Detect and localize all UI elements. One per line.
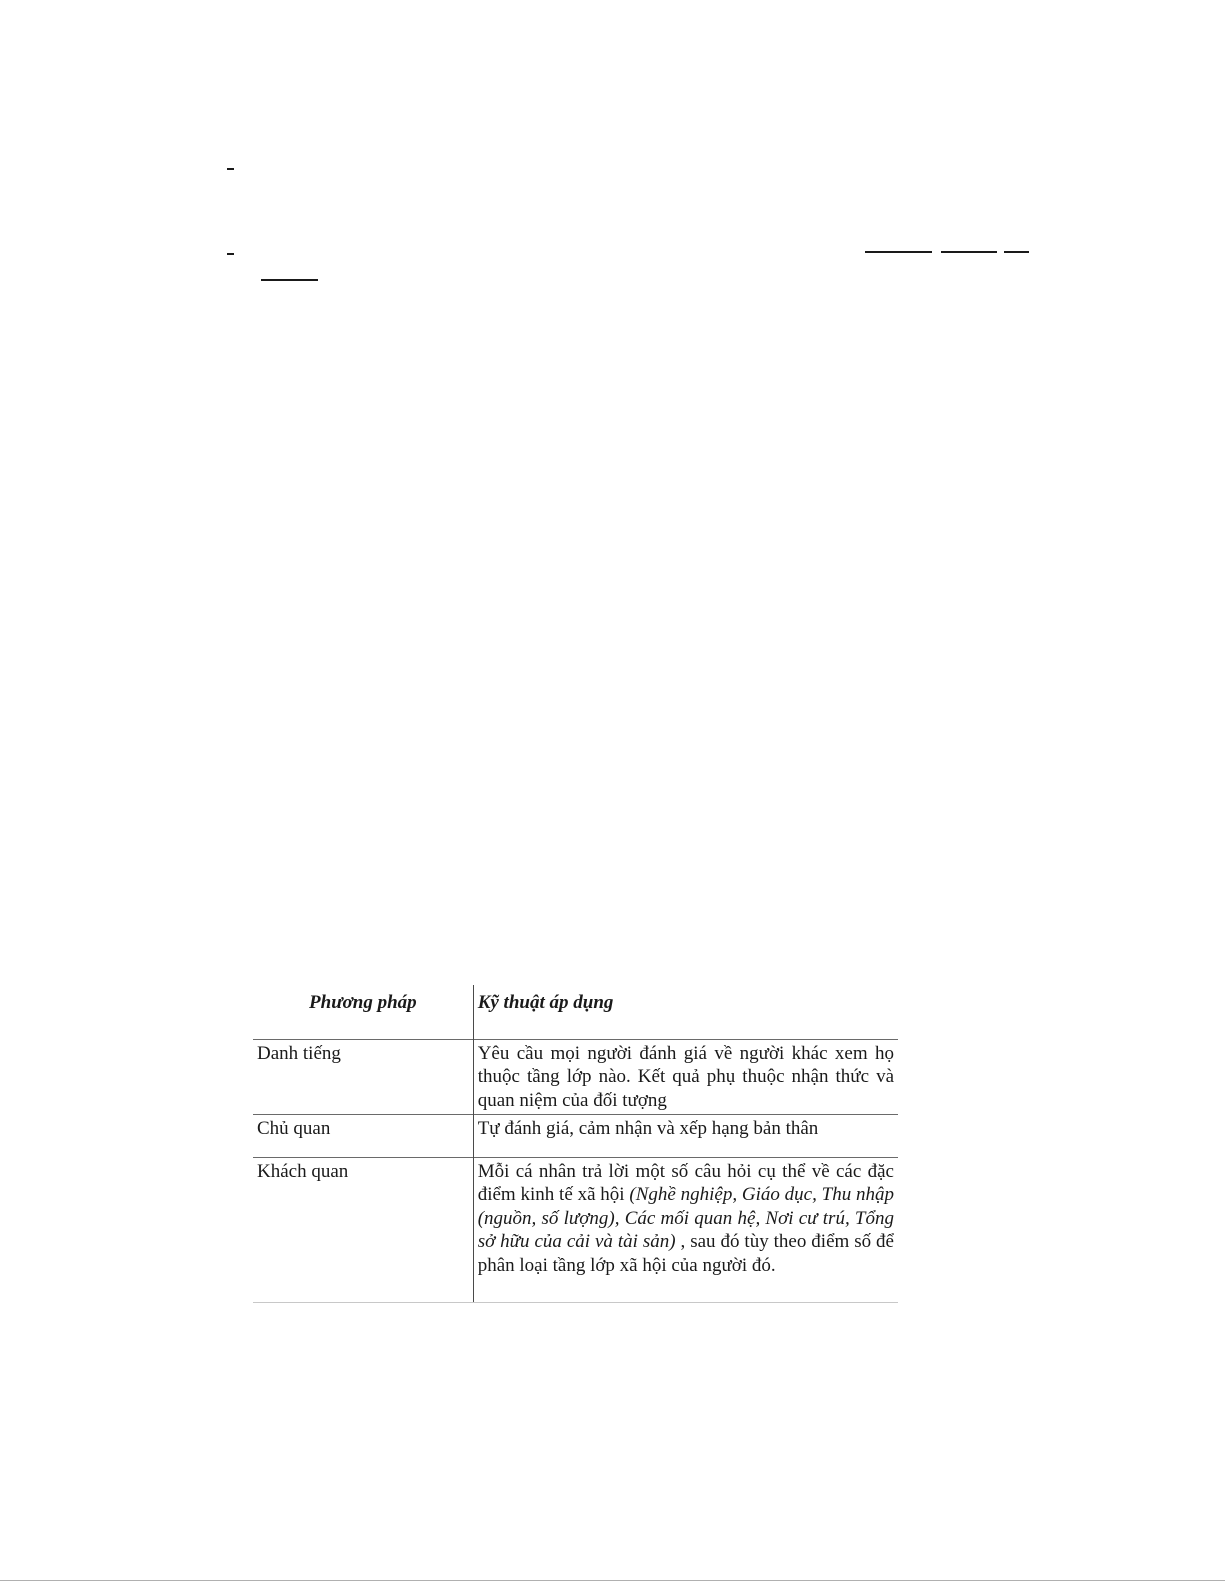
header-method: Phương pháp (253, 985, 473, 1039)
method-cell: Chủ quan (253, 1114, 473, 1157)
page-bottom-rule (0, 1580, 1225, 1581)
bullet-dash-1 (227, 168, 234, 170)
technique-text-end: , sau đó tùy theo điểm số để phân loại tầng lớp xã hội của người đó. (477, 1231, 894, 1276)
method-cell: Danh tiếng (253, 1039, 473, 1114)
table-row (253, 1114, 898, 1157)
underline-fragment-2 (941, 251, 997, 253)
technique-text-start: Mỗi cá nhân trả lời một số câu hỏi cụ thể về các đặc điểm kinh tế xã hội (477, 1160, 894, 1205)
technique-text-italic: (Nghề nghiệp, Giáo dục, Thu nhập (nguồn, số lượng), Các mối quan hệ, Nơi cư trú, Tổng sở hữu của cải và tài sản) (477, 1184, 894, 1252)
underline-fragment-3 (1004, 251, 1029, 253)
technique-cell (473, 1157, 898, 1302)
table-row (253, 1039, 898, 1114)
technique-cell: Yêu cầu mọi người đánh giá về người khác xem họ thuộc tầng lớp nào. Kết quả phụ thuộc nhận thức và quan niệm của đối tượng (473, 1039, 898, 1114)
table-header-row (253, 985, 898, 1039)
stratification-methods-table (253, 985, 898, 1303)
bullet-dash-2 (227, 253, 234, 255)
technique-cell: Tự đánh giá, cảm nhận và xếp hạng bản thân (473, 1114, 898, 1157)
method-cell: Khách quan (253, 1157, 473, 1302)
underline-fragment-1 (865, 251, 932, 253)
underline-fragment-4 (261, 279, 318, 281)
table-row (253, 1157, 898, 1302)
header-technique: Kỹ thuật áp dụng (477, 992, 614, 1013)
